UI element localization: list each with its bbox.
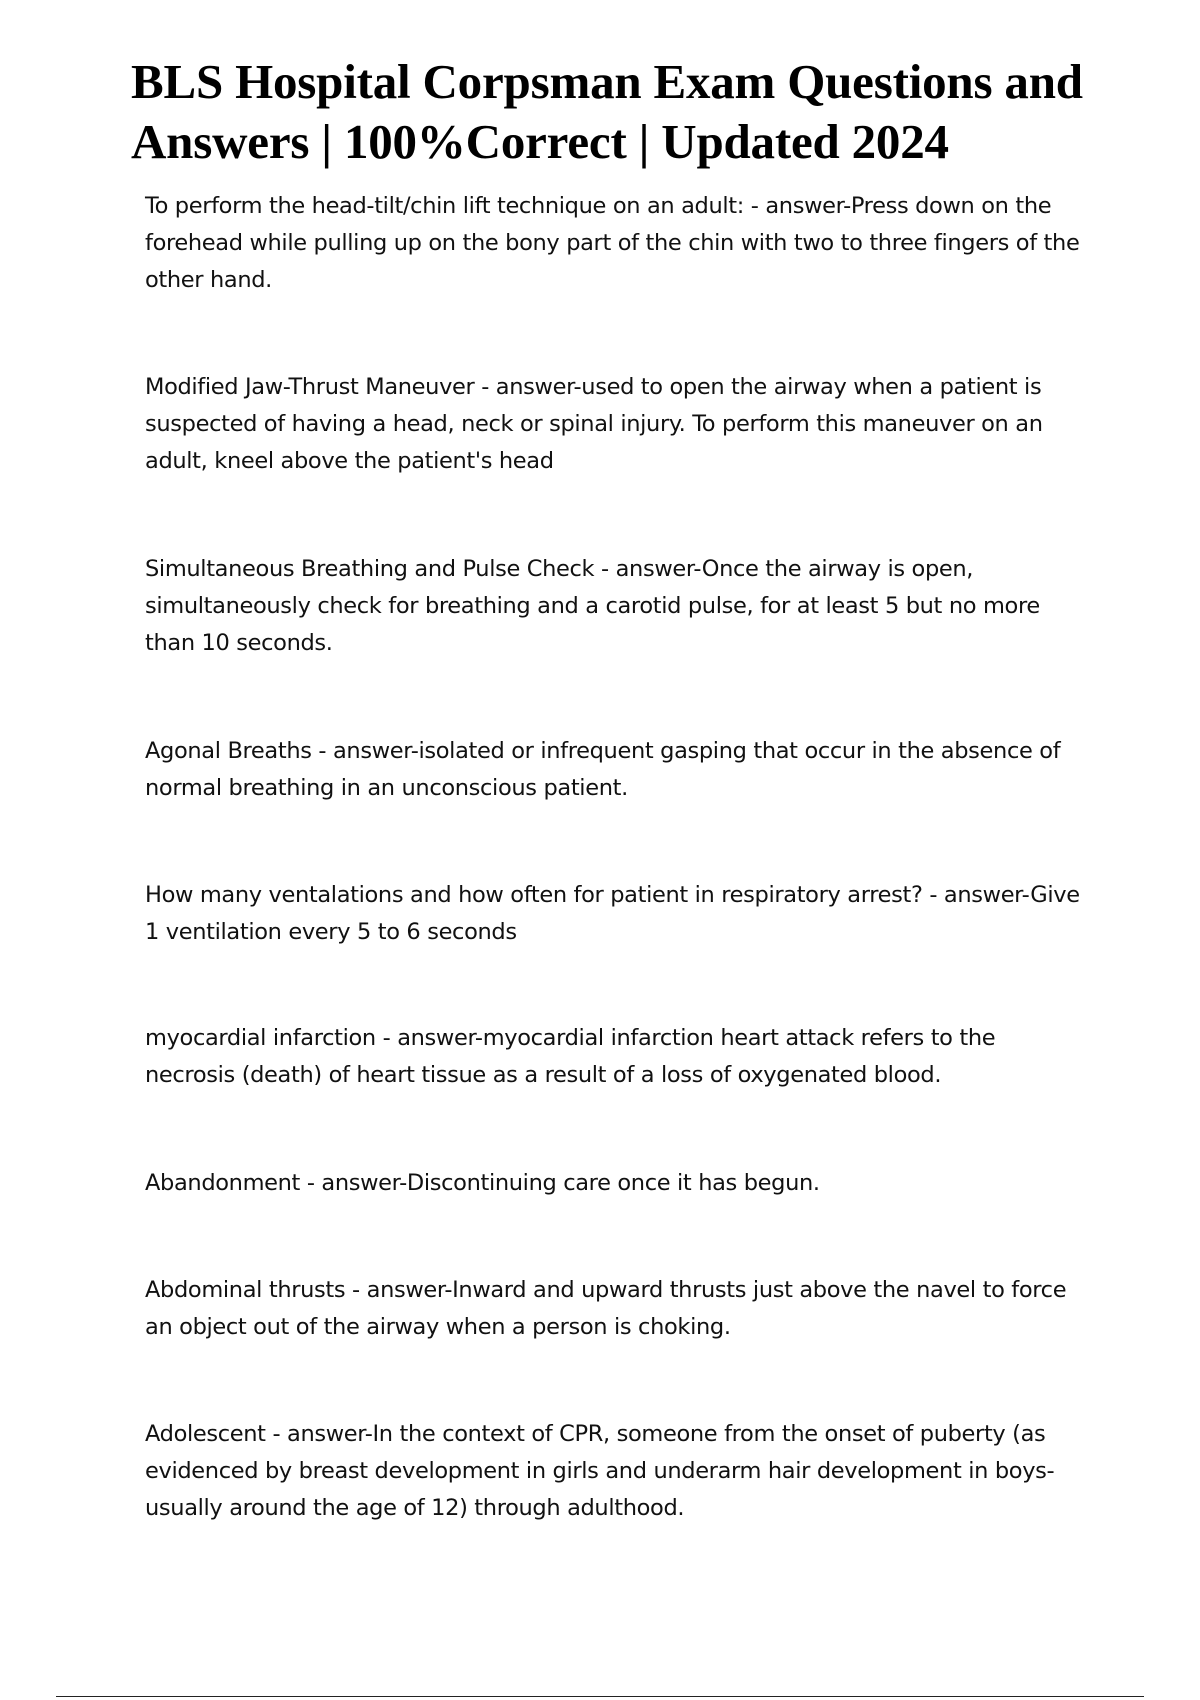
qa-entry-adolescent: Adolescent - answer-In the context of CPR, someone from the onset of puberty (as evidenced by breast development in girls and underarm hair development in boys-usually around the age of 12) through adulthood. [145,1421,1055,1521]
qa-entry-ventilations: How many ventalations and how often for patient in respiratory arrest? - answer-Give 1 ventilation every 5 to 6 seconds [145,882,1080,945]
qa-entry-abdominal-thrusts: Abdominal thrusts - answer-Inward and upward thrusts just above the navel to force an object out of the airway when a person is choking. [145,1277,1067,1340]
qa-entry-myocardial-infarction: myocardial infarction - answer-myocardial infarction heart attack refers to the necrosis (death) of heart tissue as a result of a loss of oxygenated blood. [145,1025,996,1088]
qa-entry-agonal-breaths: Agonal Breaths - answer-isolated or infrequent gasping that occur in the absence of normal breathing in an unconscious patient. [145,738,1061,801]
footer-divider [56,1696,1144,1697]
qa-entry-breathing-pulse-check: Simultaneous Breathing and Pulse Check - answer-Once the airway is open, simultaneously check for breathing and a carotid pulse, for at least 5 but no more than 10 seconds. [145,556,1040,656]
qa-entry-modified-jaw-thrust: Modified Jaw-Thrust Maneuver - answer-used to open the airway when a patient is suspected of having a head, neck or spinal injury. To perform this maneuver on an adult, kneel above the patient's head [145,374,1043,474]
document-title: BLS Hospital Corpsman Exam Questions and Answers | 100%Correct | Updated 2024 [131,54,1083,169]
qa-entry-abandonment: Abandonment - answer-Discontinuing care once it has begun. [145,1170,820,1196]
qa-entry-head-tilt-chin-lift: To perform the head-tilt/chin lift technique on an adult: - answer-Press down on the forehead while pulling up on the bony part of the chin with two to three fingers of the other hand. [145,193,1080,293]
